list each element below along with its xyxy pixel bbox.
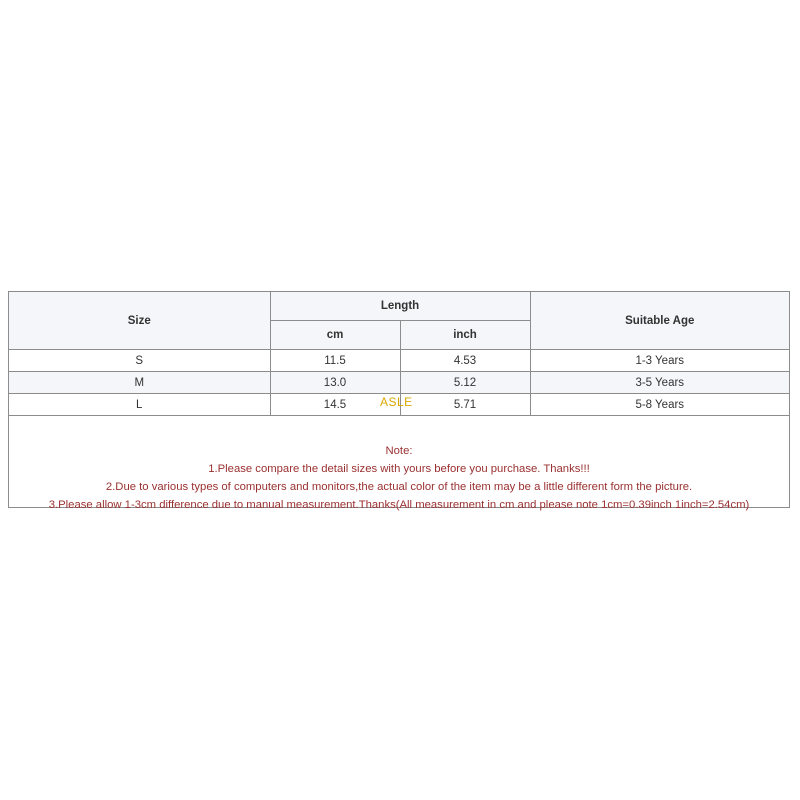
cm-header: cm [270,321,400,350]
size-cell: S [9,350,270,372]
age-cell: 1-3 Years [530,350,789,372]
table-row [9,372,789,394]
length-header: Length [270,292,530,321]
size-cell: L [9,394,270,416]
inch-header: inch [400,321,530,350]
inch-cell: 4.53 [400,350,530,372]
notes-section [9,416,789,514]
cm-cell: 13.0 [270,372,400,394]
note-line-2: 2.Due to various types of computers and monitors,the actual color of the item may be a little different form the picture. [105,481,693,493]
suitable-age-header: Suitable Age [530,292,789,350]
inch-cell: 5.12 [400,372,530,394]
cm-cell: 14.5 [270,394,400,416]
note-line-1: 1.Please compare the detail sizes with yours before you purchase. Thanks!!! [208,463,590,475]
size-cell: M [9,372,270,394]
size-header: Size [9,292,270,350]
note-line-3: 3.Please allow 1-3cm difference due to manual measurement.Thanks(All measurement in cm and please note 1cm=0.39inch 1inch=2.54cm) [48,499,750,511]
header-row [9,292,789,321]
age-cell: 3-5 Years [530,372,789,394]
cm-cell: 11.5 [270,350,400,372]
age-cell: 5-8 Years [530,394,789,416]
inch-cell: 5.71 [400,394,530,416]
note-title: Note: [385,445,413,457]
watermark: ASLE [380,395,413,409]
table-row [9,350,789,372]
